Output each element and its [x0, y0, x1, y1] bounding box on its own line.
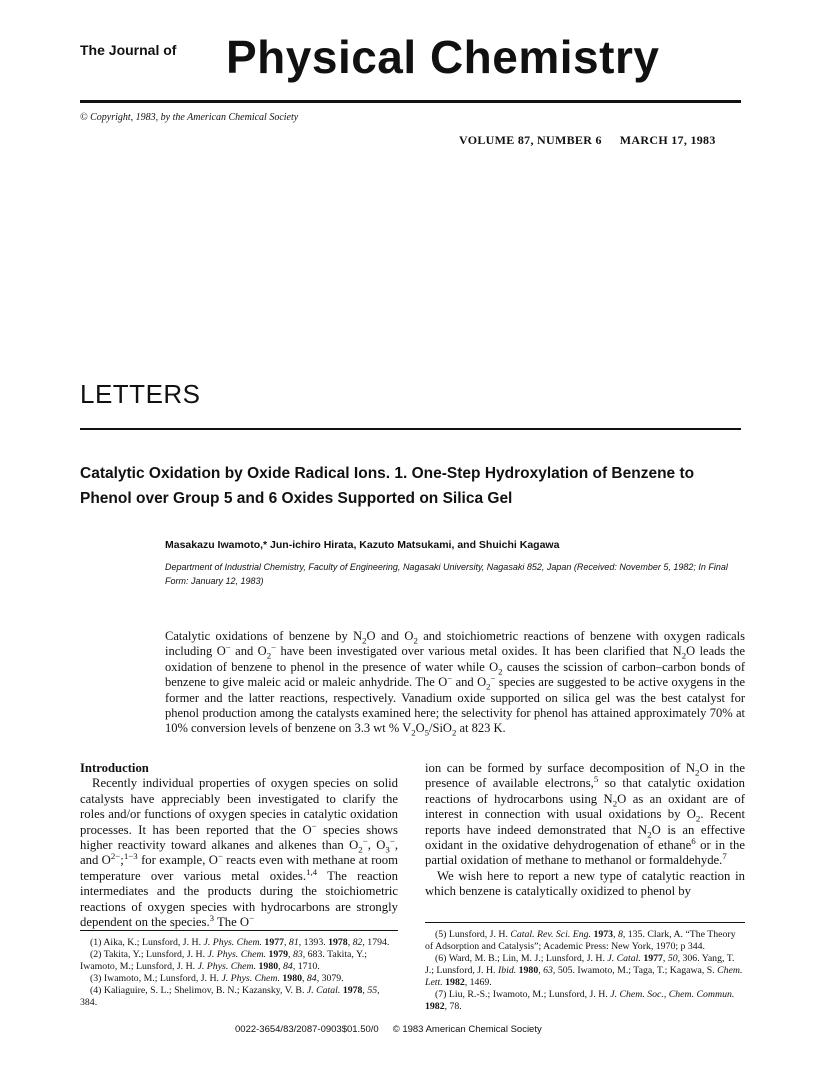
- footnotes-right: [425, 929, 745, 1013]
- footnote: (6) Ward, M. B.; Lin, M. J.; Lunsford, J. H. J. Catal. 1977, 50, 306. Yang, T. J.; Lunsford, J. H. Ibid. 1980, 63, 505. Iwamoto, M.; Taga, T.; Kagawa, S. Chem. Lett. 1982, 1469.: [425, 953, 743, 988]
- issue-date: MARCH 17, 1983: [619, 133, 716, 147]
- volume-number: VOLUME 87, NUMBER 6: [459, 133, 602, 147]
- footnote: (5) Lunsford, J. H. Catal. Rev. Sci. Eng. 1973, 8, 135. Clark, A. “The Theory of Adsorption and Catalysis”; Academic Press: New York, 1970; p 344.: [425, 929, 736, 952]
- body-paragraph: Recently individual properties of oxygen species on solid catalysts have appreciably been investigated to clarify the roles and/or functions of oxygen species in catalytic oxidation processes. It has been reported that the O− species shows higher reactivity toward alkanes and alkenes than $O_2^-$, $O_3^-$, and $O^{2-};^{1-3}$ for example, O− reacts even with methane at room temperature over various metal oxides.$^{1,4}$ The reaction intermediates and the products during the stoichiometric reactions of oxygen species with hydrocarbons are strongly dependent on the species.$^3$ The O−: [80, 776, 398, 930]
- abstract: Catalytic oxidations of benzene by $N_2O$ and $O_2$ and stoichiometric reactions of benzene with oxygen radicals including O− and $O_2^-$ have been investigated over various metal oxides. It has been clarified that $N_2O$ leads the oxidation of benzene to phenol in the presence of water while $O_2$ causes the scission of carbon–carbon bonds of benzene to give maleic acid or maleic anhydride. The O− and $O_2^-$ species are suggested to be active oxygens in the former and the latter reactions, respectively. Vanadium oxide supported on silica gel was the best catalyst for phenol production among the catalysts examined here; the selectivity for phenol has attained approximately 70% at 10% conversion levels of benzene on 3.3 wt % $V_2O_5/SiO_2$ at 823 K.: [165, 629, 746, 738]
- footnote: (2) Takita, Y.; Lunsford, J. H. J. Phys. Chem. 1979, 83, 683. Takita, Y.; Iwamoto, M.; Lunsford, J. H. J. Phys. Chem. 1980, 84, 1710.: [80, 949, 367, 972]
- journal-name: Physical Chemistry: [226, 31, 660, 83]
- section-rule: [80, 428, 741, 430]
- footnotes-left: [80, 937, 398, 1009]
- body-column-left: [80, 761, 398, 930]
- footnote: (1) Aika, K.; Lunsford, J. H. J. Phys. Chem. 1977, 81, 1393. 1978, 82, 1794.: [90, 937, 390, 948]
- body-column-right: [425, 761, 745, 900]
- journal-prefix: The Journal of: [80, 42, 177, 58]
- footnote: (3) Iwamoto, M.; Lunsford, J. H. J. Phys. Chem. 1980, 84, 3079.: [90, 973, 344, 984]
- footnote: (4) Kaliaguire, S. L.; Shelimov, B. N.; Kazansky, V. B. J. Catal. 1978, 55, 384.: [80, 985, 380, 1008]
- body-paragraph: ion can be formed by surface decomposition of $N_2O$ in the presence of available electrons,$^5$ so that catalytic oxidation reactions of hydrocarbons using $N_2O$ as an oxidant are of interest in connection with usual oxidations by $O_2$. Recent reports have indeed demonstrated that $N_2O$ is an effective oxidant in the oxidative dehydrogenation of ethane$^6$ or in the partial oxidation of methane to methanol or formaldehyde.$^7$: [425, 761, 745, 868]
- article-title: Catalytic Oxidation by Oxide Radical Ions. 1. One-Step Hydroxylation of Benzene to Phenol over Group 5 and 6 Oxides Supported on Silica Gel: [80, 465, 695, 507]
- page-footer: [235, 1024, 556, 1035]
- footnote-rule: [80, 930, 398, 931]
- introduction-heading: Introduction: [80, 761, 149, 775]
- footnote-rule: [425, 922, 745, 923]
- footnote: (7) Liu, R.-S.; Iwamoto, M.; Lunsford, J. H. J. Chem. Soc., Chem. Commun. 1982, 78.: [425, 989, 735, 1012]
- issue-line: [459, 133, 734, 148]
- masthead-rule: [80, 100, 741, 103]
- copyright-line: © Copyright, 1983, by the American Chemical Society: [80, 112, 299, 123]
- price-code: 0022-3654/83/2087-0903$01.50/0: [235, 1024, 379, 1035]
- society-copyright: © 1983 American Chemical Society: [392, 1024, 542, 1035]
- author-list: Masakazu Iwamoto,* Jun-ichiro Hirata, Kazuto Matsukami, and Shuichi Kagawa: [165, 539, 560, 551]
- section-title: LETTERS: [80, 379, 201, 409]
- body-paragraph: We wish here to report a new type of catalytic reaction in which benzene is catalytically oxidized to phenol by: [425, 868, 745, 899]
- affiliation: Department of Industrial Chemistry, Faculty of Engineering, Nagasaki University, Nagasaki 852, Japan (Received: November 5, 1982; In Final Form: January 12, 1983): [165, 562, 728, 586]
